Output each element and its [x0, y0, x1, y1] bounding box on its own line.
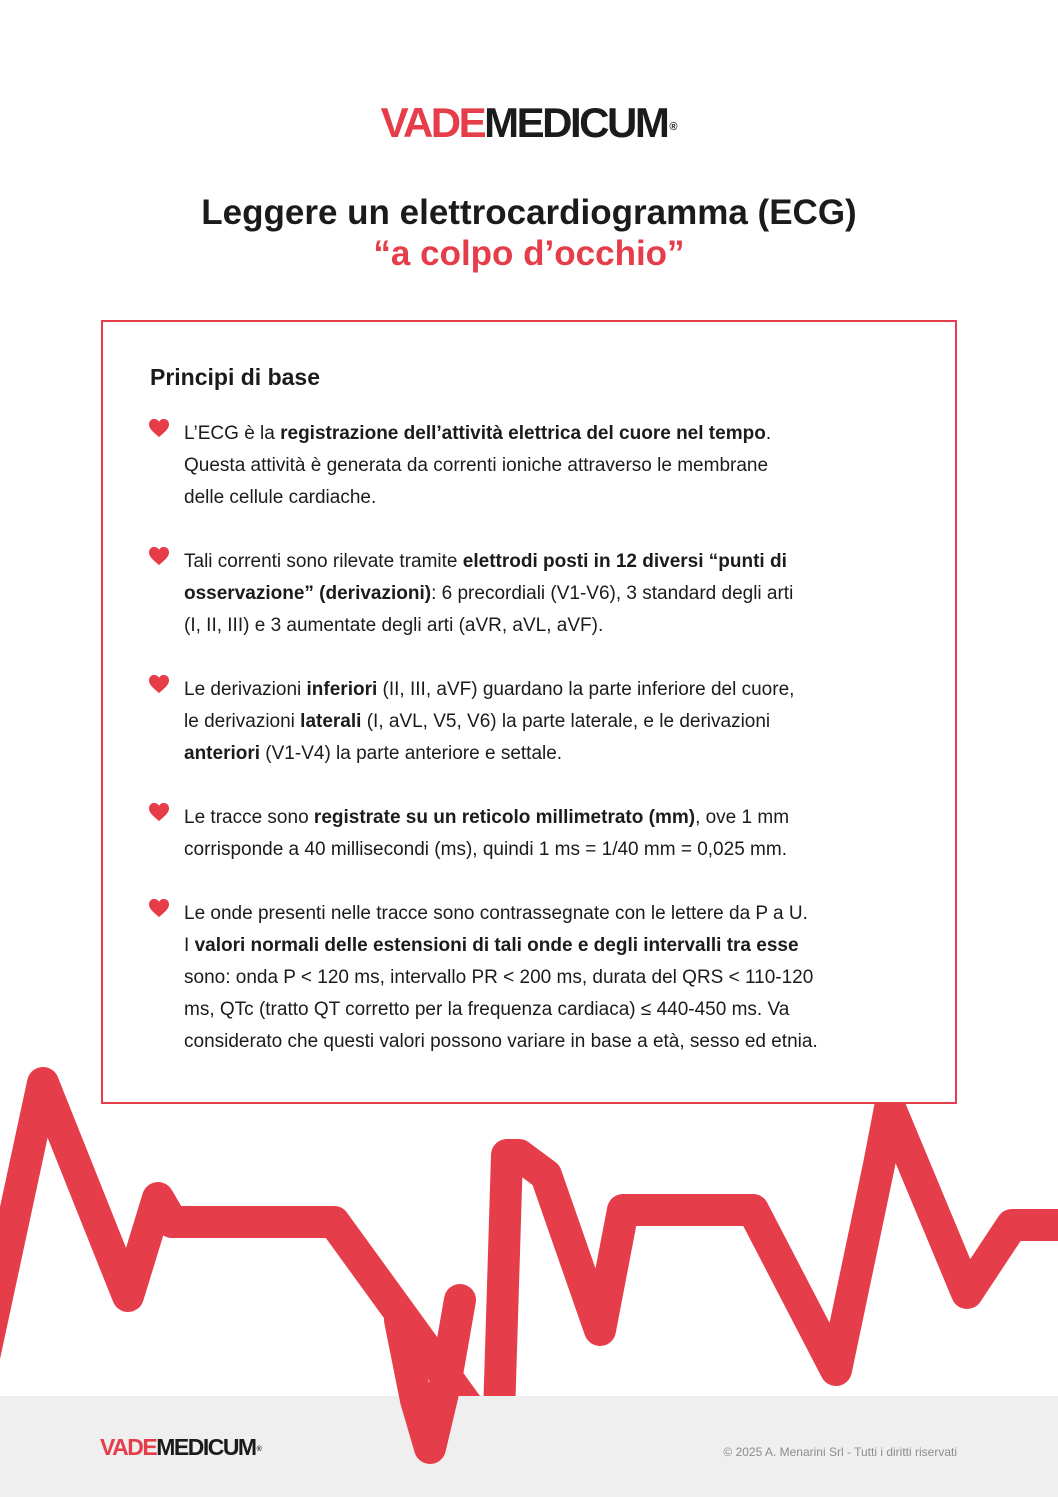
text-run: (II, III, aVF) guardano la parte inferiore del cuore, [377, 679, 795, 700]
text-run: (I, II, III) e 3 aumentate degli arti (aVR, aVL, aVF). [184, 615, 604, 636]
bullet-line [184, 994, 924, 1026]
text-run: Le derivazioni [184, 679, 307, 700]
bullet-text [184, 898, 924, 1058]
bullet-line [184, 482, 924, 514]
bullet-line [184, 802, 924, 834]
bullet-line [184, 674, 924, 706]
bullet-line [184, 930, 924, 962]
footer-logo [100, 1432, 262, 1462]
bullet-line [184, 546, 924, 578]
bullet-line [184, 962, 924, 994]
bullet-line [184, 898, 924, 930]
bullet-text [184, 418, 924, 514]
text-run: Questa attività è generata da correnti ioniche attraverso le membrane [184, 455, 769, 476]
bullet-line [184, 418, 924, 450]
text-run: Le onde presenti nelle tracce sono contrassegnate con le lettere da P a U. [184, 903, 808, 924]
text-run: L’ECG è la [184, 423, 281, 444]
bullet-line [184, 738, 924, 770]
text-run: : 6 precordiali (V1-V6), 3 standard degli arti [431, 583, 794, 604]
text-run: ms, QTc (tratto QT corretto per la frequenza cardiaca) ≤ 440-450 ms. Va [184, 999, 790, 1020]
heart-icon [148, 546, 170, 566]
text-run: (I, aVL, V5, V6) la parte laterale, e le derivazioni [361, 711, 771, 732]
bold-text: laterali [300, 711, 362, 732]
text-run: I [184, 935, 195, 956]
ecg-wave-line [0, 1083, 1058, 1448]
bullet-line [184, 834, 924, 866]
brand-logo-vade: VADE [380, 99, 485, 146]
bold-text: osservazione” (derivazioni) [184, 583, 432, 604]
bold-text: anteriori [184, 743, 261, 764]
bullet-line [184, 610, 924, 642]
bullet-text [184, 546, 924, 642]
text-run: , ove 1 mm [695, 807, 790, 828]
bold-text: registrazione dell’attività elettrica del cuore nel tempo [280, 423, 766, 444]
text-run: considerato che questi valori possono variare in base a età, sesso ed etnia. [184, 1031, 818, 1052]
heart-icon [148, 802, 170, 822]
bold-text: registrate su un reticolo millimetrato (mm) [313, 807, 696, 828]
bold-text: valori normali delle estensioni di tali onde e degli intervalli tra esse [194, 935, 799, 956]
bullet-line [184, 450, 924, 482]
bold-text: inferiori [306, 679, 378, 700]
page-subtitle: “a colpo d’occhio” [373, 234, 685, 273]
bold-text: elettrodi posti in 12 diversi “punti di [462, 551, 787, 572]
footer-registered-mark: ® [256, 1446, 262, 1453]
bullet-text [184, 674, 924, 770]
bullet-line [184, 1026, 924, 1058]
brand-logo-medicum: MEDICUM [484, 99, 668, 146]
heart-icon [148, 418, 170, 438]
heart-icon [148, 674, 170, 694]
copyright-text: © 2025 A. Menarini Srl - Tutti i diritti riservati [723, 1445, 957, 1459]
registered-mark: ® [669, 121, 678, 133]
text-run: le derivazioni [184, 711, 301, 732]
principles-card [101, 320, 957, 1104]
heart-icon [148, 898, 170, 918]
text-run: . [765, 423, 772, 444]
bullet-line [184, 706, 924, 738]
brand-logo [0, 98, 1058, 148]
text-run: delle cellule cardiache. [184, 487, 377, 508]
text-run: (V1-V4) la parte anteriore e settale. [260, 743, 563, 764]
bullet-line [184, 578, 924, 610]
bullet-text [184, 802, 924, 866]
page-title: Leggere un elettrocardiogramma (ECG) [201, 193, 857, 232]
footer-logo-vade: VADE [100, 1434, 157, 1460]
text-run: Le tracce sono [184, 807, 314, 828]
footer-logo-medicum: MEDICUM [156, 1434, 256, 1460]
text-run: sono: onda P < 120 ms, intervallo PR < 200 ms, durata del QRS < 110-120 [184, 967, 814, 988]
text-run: Tali correnti sono rilevate tramite [184, 551, 463, 572]
card-heading: Principi di base [150, 364, 320, 390]
text-run: corrisponde a 40 millisecondi (ms), quindi 1 ms = 1/40 mm = 0,025 mm. [184, 839, 787, 860]
